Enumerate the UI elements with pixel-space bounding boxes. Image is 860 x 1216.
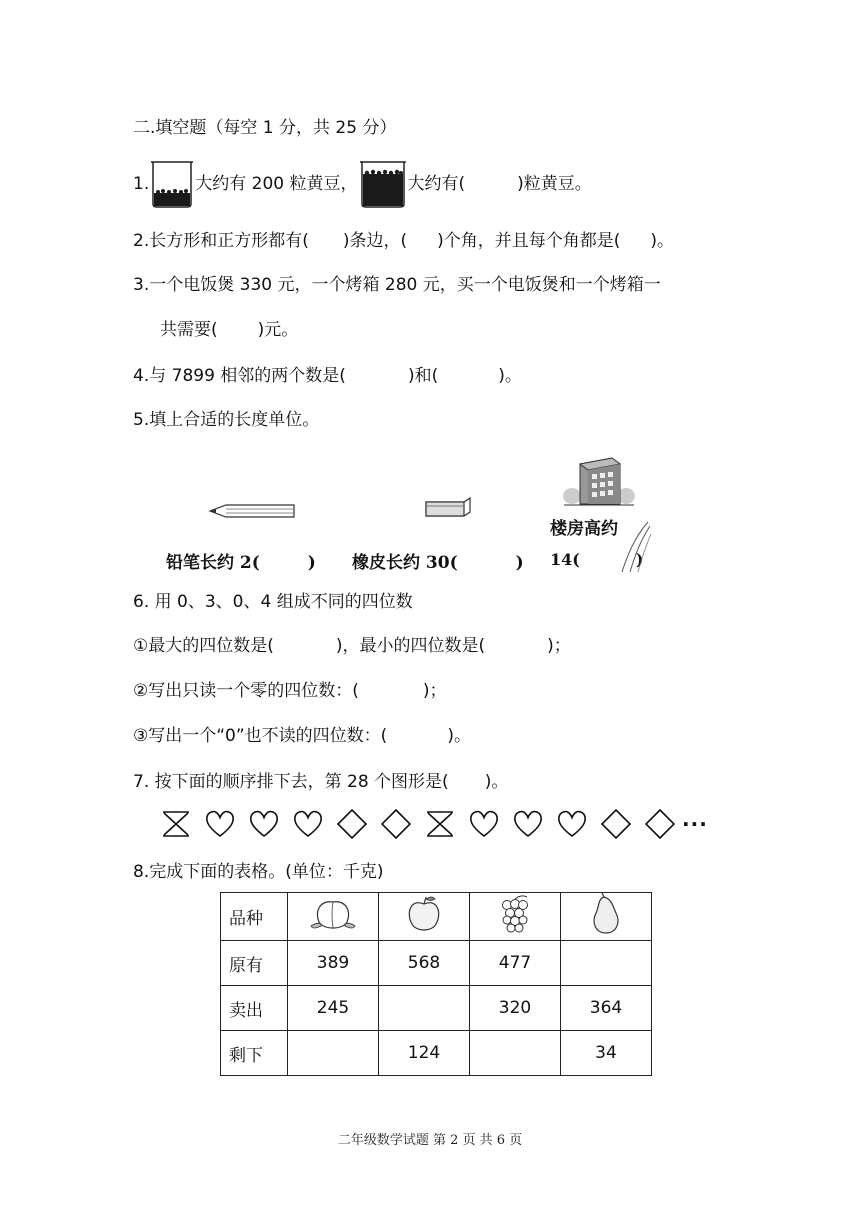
diamond-icon bbox=[600, 808, 632, 840]
table-cell: 124 bbox=[379, 1031, 470, 1076]
answer-cell-blank[interactable] bbox=[470, 1031, 561, 1076]
table-cell: 568 bbox=[379, 941, 470, 986]
table-cell: 389 bbox=[288, 941, 379, 986]
question-6-part-3: ③写出一个“0”也不读的四位数：( )。 bbox=[133, 726, 471, 746]
pear-cell bbox=[561, 893, 652, 941]
diamond-icon bbox=[380, 808, 412, 840]
peach-icon bbox=[309, 894, 357, 934]
grape-cell bbox=[470, 893, 561, 941]
table-cell: 320 bbox=[470, 986, 561, 1031]
row-label: 剩下 bbox=[221, 1031, 288, 1076]
road-decoration-icon bbox=[618, 520, 652, 574]
question-6-part-1: ①最大的四位数是( )，最小的四位数是( )； bbox=[133, 636, 571, 656]
peach-cell bbox=[288, 893, 379, 941]
question-3-line-1: 3.一个电饭煲 330 元，一个烤箱 280 元，买一个电饭煲和一个烤箱一 bbox=[133, 275, 661, 295]
heart-icon bbox=[204, 808, 236, 840]
pear-icon bbox=[588, 893, 624, 935]
table-header-label: 品种 bbox=[221, 893, 288, 941]
question-4: 4.与 7899 相邻的两个数是( )和( )。 bbox=[133, 366, 522, 386]
apple-icon bbox=[402, 894, 446, 934]
table-cell: 245 bbox=[288, 986, 379, 1031]
heart-icon bbox=[512, 808, 544, 840]
pencil-caption: 铅笔长约 2( ) bbox=[166, 553, 316, 573]
building-icon bbox=[562, 456, 636, 508]
question-5-title: 5.填上合适的长度单位。 bbox=[133, 410, 320, 430]
hourglass-icon bbox=[160, 808, 192, 840]
grape-icon bbox=[497, 893, 533, 935]
question-6-part-2: ②写出只读一个零的四位数：( )； bbox=[133, 681, 447, 701]
beaker-full-beans-icon bbox=[358, 160, 408, 208]
eraser-caption: 橡皮长约 30( ) bbox=[352, 553, 524, 573]
question-7: 7. 按下面的顺序排下去，第 28 个图形是( )。 bbox=[133, 772, 509, 792]
table-row bbox=[221, 941, 652, 986]
table-cell: 477 bbox=[470, 941, 561, 986]
apple-cell bbox=[379, 893, 470, 941]
diamond-icon bbox=[644, 808, 676, 840]
question-2: 2.长方形和正方形都有( )条边，( )个角，并且每个角都是( )。 bbox=[133, 231, 675, 251]
question-8-title: 8.完成下面的表格。(单位：千克) bbox=[133, 862, 384, 882]
row-label: 卖出 bbox=[221, 986, 288, 1031]
eraser-icon bbox=[424, 496, 472, 518]
row-label: 原有 bbox=[221, 941, 288, 986]
table-row bbox=[221, 986, 652, 1031]
fruit-table bbox=[220, 892, 652, 1076]
beaker-small-beans-icon bbox=[149, 160, 195, 208]
heart-icon bbox=[248, 808, 280, 840]
question-1: 1. 大约有 200 粒黄豆， 大约有( )粒黄豆。 bbox=[133, 160, 592, 208]
heart-icon bbox=[292, 808, 324, 840]
answer-cell-blank[interactable] bbox=[288, 1031, 379, 1076]
heart-icon bbox=[468, 808, 500, 840]
hourglass-icon bbox=[424, 808, 456, 840]
heart-icon bbox=[556, 808, 588, 840]
pencil-icon bbox=[208, 500, 298, 522]
diamond-icon bbox=[336, 808, 368, 840]
table-cell: 364 bbox=[561, 986, 652, 1031]
table-cell: 34 bbox=[561, 1031, 652, 1076]
question-6-title: 6. 用 0、3、0、4 组成不同的四位数 bbox=[133, 592, 413, 612]
table-row bbox=[221, 1031, 652, 1076]
building-label: 楼房高约 bbox=[550, 519, 618, 539]
answer-cell-blank[interactable] bbox=[561, 941, 652, 986]
page-footer: 二年级数学试题 第 2 页 共 6 页 bbox=[337, 1133, 523, 1148]
ellipsis: ··· bbox=[682, 812, 708, 836]
section-title: 二.填空题（每空 1 分，共 25 分） bbox=[133, 118, 397, 138]
question-3-line-2: 共需要( )元。 bbox=[160, 320, 299, 340]
shape-sequence bbox=[160, 808, 708, 840]
table-header-row bbox=[221, 893, 652, 941]
answer-cell-blank[interactable] bbox=[379, 986, 470, 1031]
building-caption: 14( ) bbox=[550, 550, 644, 569]
